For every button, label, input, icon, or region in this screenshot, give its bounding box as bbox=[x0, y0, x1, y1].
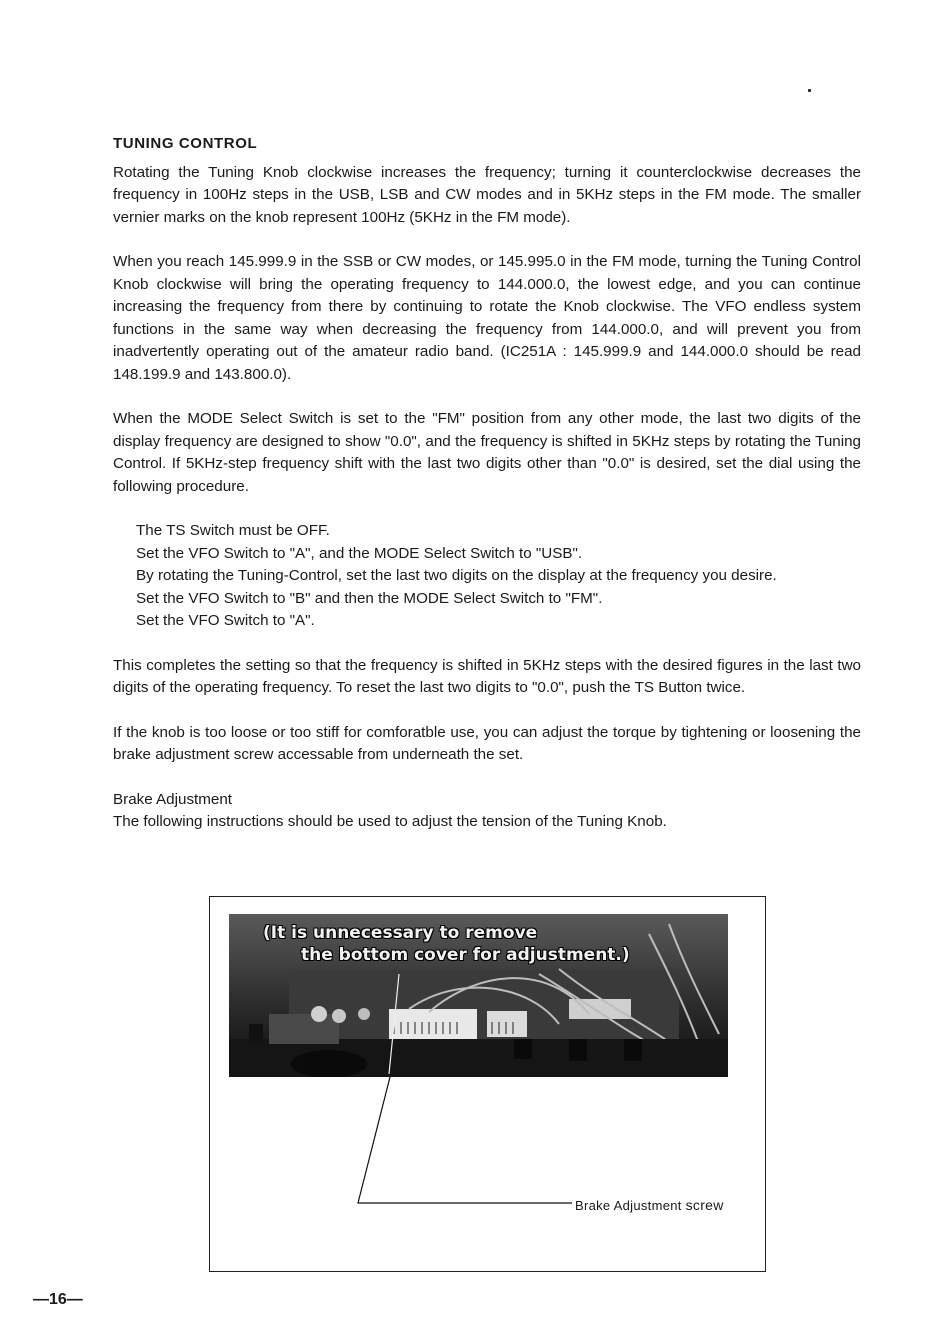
photo-caption-line-2: the bottom cover for adjustment.) bbox=[301, 945, 630, 965]
photo-caption-line-1: (It is unnecessary to remove bbox=[263, 923, 538, 943]
scan-speck bbox=[808, 89, 811, 92]
radio-underside-photo bbox=[229, 914, 728, 1077]
procedure-step: By rotating the Tuning-Control, set the last two digits on the display at the frequency you desire. bbox=[136, 567, 777, 584]
procedure-step: Set the VFO Switch to "A", and the MODE Select Switch to "USB". bbox=[136, 544, 583, 562]
paragraph-torque: If the knob is too loose or too stiff for comforatble use, you can adjust the torque by tightening or loosening the brake adjustment screw accessable from underneath the set. bbox=[113, 723, 861, 763]
brake-adjustment-screw-label bbox=[575, 1194, 724, 1218]
figure-frame bbox=[209, 896, 766, 1272]
page-number: —16— bbox=[33, 1291, 83, 1308]
photo-caption bbox=[229, 922, 728, 966]
procedure-step: Set the VFO Switch to "A". bbox=[136, 612, 315, 629]
callout-suffix: screw bbox=[685, 1197, 724, 1213]
brake-adjustment-text: The following instructions should be used to adjust the tension of the Tuning Knob. bbox=[113, 813, 667, 830]
main-content bbox=[113, 133, 861, 834]
procedure-step: The TS Switch must be OFF. bbox=[136, 522, 330, 539]
paragraph-vfo-endless: When you reach 145.999.9 in the SSB or CW modes, or 145.995.0 in the FM mode, turning the Tuning Control Knob clockwise will bring the operating frequency to 144.000.0, the lowest edge, and you can continue increasing the frequency from there by continuing to rotate the Knob clockwise. The VFO endless system functions in the same way when decreasing the frequency from 144.000.0, and will prevent you from inadvertently operating out of the amateur radio band. (IC251A : 145.999.9 and 144.000.0 should be read 148.199.9 and 143.800.0). bbox=[113, 253, 861, 383]
callout-text: Brake Adjustment bbox=[575, 1198, 682, 1213]
paragraph-tuning-intro: Rotating the Tuning Knob clockwise increases the frequency; turning it counterclockwise decreases the frequency in 100Hz steps in the USB, LSB and CW modes and in 5KHz steps in the FM mode. The smaller vernier marks on the knob represent 100Hz (5KHz in the FM mode). bbox=[113, 163, 861, 226]
paragraph-completion: This completes the setting so that the frequency is shifted in 5KHz steps with the desired figures in the last two digits of the operating frequency. To reset the last two digits to "0.0", push the TS Button twice. bbox=[113, 656, 861, 696]
section-heading: TUNING CONTROL bbox=[113, 135, 258, 152]
procedure-steps bbox=[136, 520, 861, 633]
brake-adjustment-title: Brake Adjustment bbox=[113, 790, 233, 808]
procedure-step: Set the VFO Switch to "B" and then the MODE Select Switch to "FM". bbox=[136, 589, 603, 607]
paragraph-fm-mode: When the MODE Select Switch is set to the "FM" position from any other mode, the last two digits of the display frequency are designed to show "0.0", and the frequency is shifted in 5KHz steps by rotating the Tuning Control. If 5KHz-step frequency shift with the last two digits other than "0.0" is desired, set the dial using the following procedure. bbox=[113, 410, 861, 495]
